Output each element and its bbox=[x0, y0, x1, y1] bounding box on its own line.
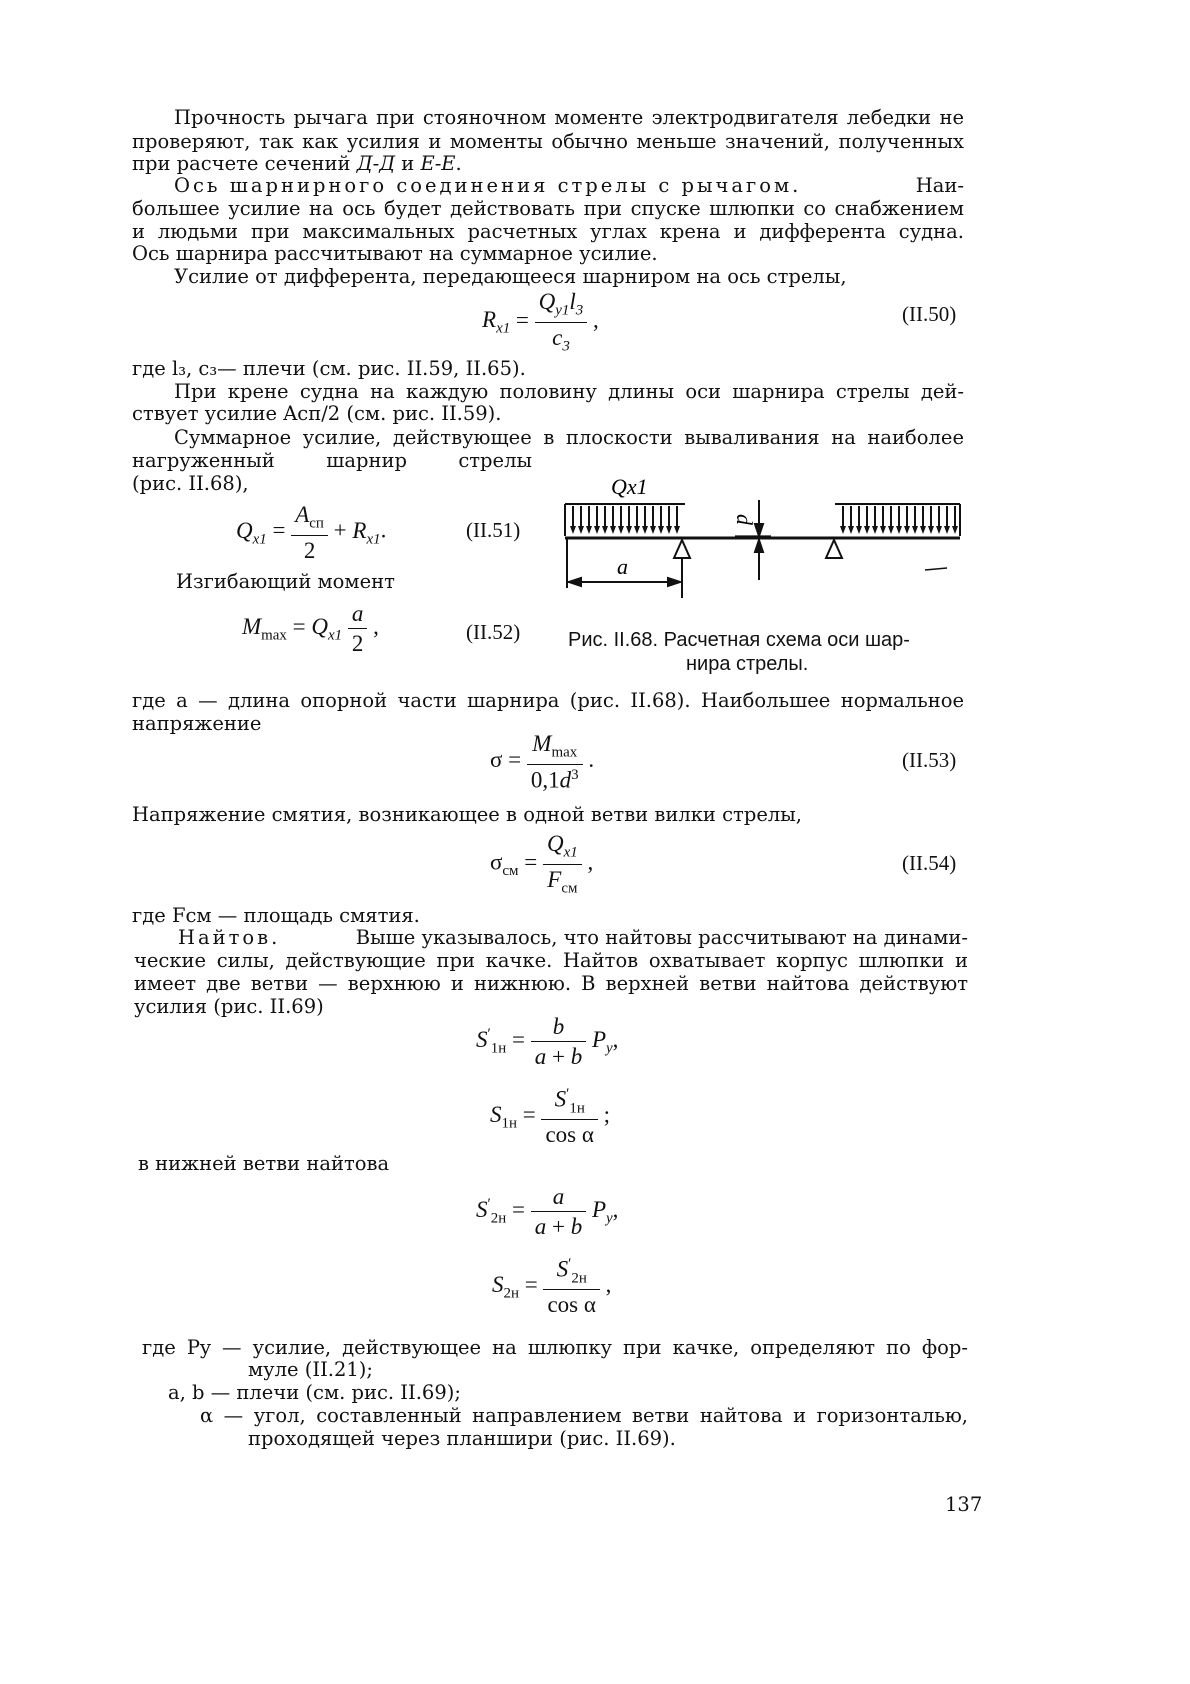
text-line: в нижней ветви найтова bbox=[138, 1152, 390, 1175]
text-line: Ось шарнира рассчитывают на суммарное усилие. bbox=[132, 242, 658, 265]
equation-number: (II.50) bbox=[902, 302, 957, 326]
text-line: Прочность рычага при стояночном моменте электродвигателя лебедки не bbox=[174, 106, 964, 129]
equation-number: (II.52) bbox=[466, 620, 521, 644]
equation-number: (II.53) bbox=[902, 748, 957, 772]
text-line: Найтов. Выше указывалось, что найтовы рассчитывают на динами- bbox=[178, 926, 968, 949]
text-line: ствует усилие Aсп/2 (см. рис. II.59). bbox=[132, 402, 502, 425]
load-label: Qx1 bbox=[611, 474, 648, 499]
text-line: Суммарное усилие, действующее в плоскости вываливания на наиболее bbox=[174, 426, 964, 449]
formula: $S'_{1н}$ = $\frac{b}{a + b}$ $P_y$, bbox=[476, 1014, 619, 1069]
text-line: где a — длина опорной части шарнира (рис. II.68). Наибольшее нормальное bbox=[132, 689, 964, 712]
text-line: при расчете сечений Д-Д и Е-Е. bbox=[132, 152, 462, 175]
text-line: Усилие от дифферента, передающееся шарниром на ось стрелы, bbox=[174, 265, 847, 288]
equation-number: (II.51) bbox=[466, 518, 521, 542]
dimension-label-d: d bbox=[732, 514, 757, 525]
text-line: (рис. II.68), bbox=[132, 472, 249, 495]
definition-line: где Py — усилие, действующее на шлюпку при качке, определяют по фор- bbox=[142, 1336, 968, 1359]
text-line: нагруженный шарнир стрелы bbox=[132, 449, 532, 472]
dimension-label-a: a bbox=[617, 554, 628, 579]
formula: σ = $\frac{M_{max}}{0,1d^3}$ . bbox=[490, 731, 595, 793]
text-line: При крене судна на каждую половину длины оси шарнира стрелы дей- bbox=[174, 380, 964, 403]
figure-caption: Рис. II.68. Расчетная схема оси шар- bbox=[568, 629, 910, 651]
text-line: имеет две ветви — верхнюю и нижнюю. В верхней ветви найтова действуют bbox=[134, 972, 968, 995]
beam-diagram bbox=[555, 470, 975, 610]
formula: $S_{1н}$ = $\frac{S'_{1н}}{\text{cos α}}$ ; bbox=[490, 1086, 611, 1148]
equation-number: (II.54) bbox=[902, 851, 957, 875]
formula: $S'_{2н}$ = $\frac{a}{a + b}$ $P_y$, bbox=[476, 1184, 619, 1239]
formula: $S_{2н}$ = $\frac{S'_{2н}}{\text{cos α}}$ , bbox=[492, 1256, 612, 1318]
figure-caption: нира стрелы. bbox=[686, 653, 809, 675]
page-number: 137 bbox=[945, 1493, 983, 1516]
text-line: Ось шарнирного соединения стрелы с рычагом. Наи- bbox=[174, 174, 964, 197]
formula: $\sigma_{см}$ = $\frac{Q_{x1}}{F_{см}}$ , bbox=[490, 831, 594, 897]
text-line: большее усилие на ось будет действовать при спуске шлюпки со снабжением bbox=[132, 197, 964, 220]
text-line: Изгибающий момент bbox=[176, 570, 395, 593]
formula: $R_{x1}$ = $\frac{Q_{y1}l_3}{c_3}$ , bbox=[482, 289, 599, 355]
definition-line: проходящей через планшири (рис. II.69). bbox=[248, 1427, 676, 1450]
formula: $M_{max} = Q_{x1}$ $\frac{a}{2}$ , bbox=[242, 601, 379, 656]
section-heading: Найтов. bbox=[178, 926, 281, 949]
text-line: где Fсм — площадь смятия. bbox=[132, 904, 420, 927]
text-line: напряжение bbox=[132, 712, 262, 735]
text-line: ческие силы, действующие при качке. Найтов охватывает корпус шлюпки и bbox=[134, 949, 968, 972]
text-line: Напряжение смятия, возникающее в одной ветви вилки стрелы, bbox=[132, 803, 802, 826]
text-line: и людьми при максимальных расчетных углах крена и дифферента судна. bbox=[132, 220, 964, 243]
definition-line: α — угол, составленный направлением ветви найтова и горизонталью, bbox=[200, 1404, 968, 1427]
definition-line: муле (II.21); bbox=[248, 1358, 373, 1381]
formula: $Q_{x1}$ = $\frac{A_{сп}}{2}$ + $R_{x1}$. bbox=[236, 502, 387, 563]
text-line: проверяют, так как усилия и моменты обычно меньше значений, полученных bbox=[132, 130, 964, 153]
section-heading: Ось шарнирного соединения стрелы с рычагом. bbox=[174, 174, 802, 197]
text-line: где l₃, c₃— плечи (см. рис. II.59, II.65). bbox=[132, 357, 526, 380]
text-line: усилия (рис. II.69) bbox=[134, 995, 324, 1018]
definition-line: a, b — плечи (см. рис. II.69); bbox=[168, 1381, 461, 1404]
